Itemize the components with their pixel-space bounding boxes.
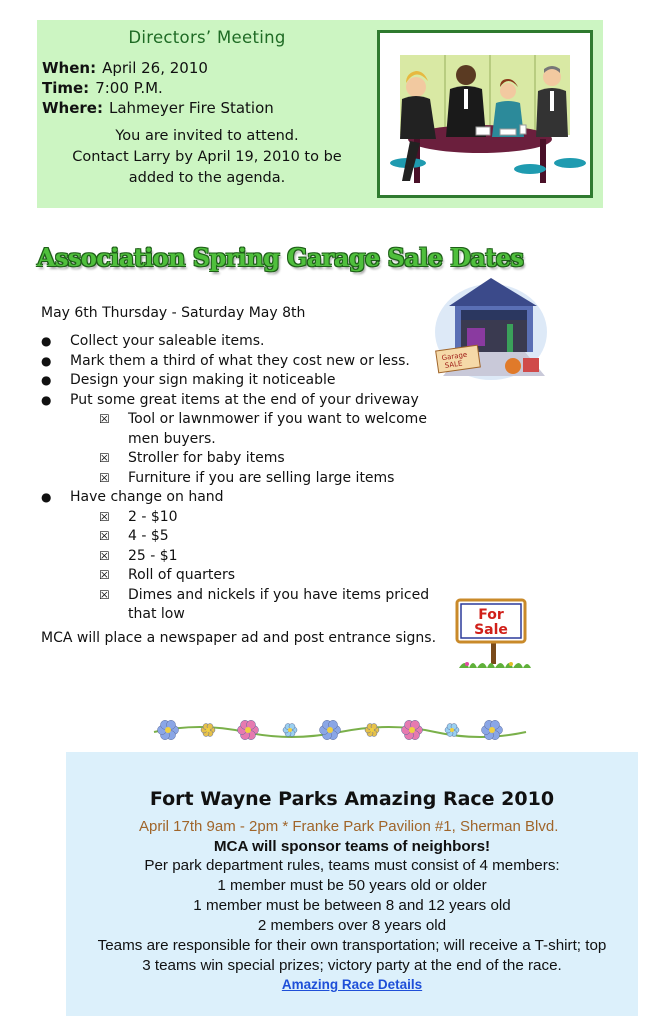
checked-box-icon: ☒ (99, 470, 110, 485)
list-item-text: Put some great items at the end of your driveway (70, 391, 419, 408)
garage-sale-footer: MCA will place a newspaper ad and post entrance signs. (41, 630, 437, 646)
sub-list-item-line: men buyers. (128, 430, 216, 447)
for-sale-sign-text: For (478, 607, 504, 623)
race-rule: 1 member must be 50 years old or older (217, 877, 487, 894)
garage-sign-text: SALE (444, 359, 463, 370)
bullet-icon: ● (41, 373, 52, 387)
bullet-icon: ● (41, 334, 52, 348)
list-item (41, 371, 441, 391)
sub-list-item-text: Furniture if you are selling large items (128, 469, 395, 486)
sub-list-item-line: that low (128, 606, 185, 622)
checked-box-icon: ☒ (99, 509, 110, 524)
checked-box-icon: ☒ (99, 568, 110, 582)
sub-list-item-text (128, 410, 427, 449)
sub-list-item-text: Stroller for baby items (128, 450, 285, 466)
checked-box-icon: ☒ (99, 529, 110, 543)
sub-list-item (41, 469, 441, 489)
sub-list-item (41, 449, 441, 469)
meeting-invite-text (37, 126, 377, 189)
flower-icon (365, 724, 379, 737)
garage-sign-text: Garage (441, 350, 468, 363)
bullet-icon: ● (41, 353, 52, 368)
meeting-title: Directors’ Meeting (128, 28, 286, 47)
checked-box-icon: ☒ (99, 587, 110, 602)
race-sponsor: MCA will sponsor teams of neighbors! (213, 838, 491, 855)
amazing-race-details-link[interactable]: Amazing Race Details (281, 977, 423, 992)
race-title: Fort Wayne Parks Amazing Race 2010 (149, 788, 555, 810)
sub-list-item-text (128, 586, 429, 625)
sub-list-item (41, 547, 441, 567)
race-rule: 1 member must be between 8 and 12 years old (193, 897, 511, 914)
when-value: April 26, 2010 (102, 59, 208, 77)
meeting-time (42, 79, 163, 97)
garage-sale-dates: May 6th Thursday - Saturday May 8th (41, 305, 306, 321)
list-item (41, 488, 441, 508)
list-item-text: Have change on hand (70, 489, 224, 505)
race-rules-intro: Per park department rules, teams must consist of 4 members: (144, 857, 560, 874)
list-item-text: Mark them a third of what they cost new or less. (70, 352, 410, 369)
list-item (41, 391, 441, 411)
bullet-icon: ● (41, 392, 52, 407)
sub-list-item-text: 25 - $1 (128, 547, 178, 564)
sub-list-item-text: Roll of quarters (128, 567, 236, 583)
sub-list-item (41, 410, 441, 449)
list-item-text: Collect your saleable items. (70, 333, 265, 349)
where-label: Where: (42, 99, 103, 117)
garage-sale-list (41, 332, 441, 625)
sub-list-item (41, 586, 441, 625)
for-sale-sign-icon (455, 598, 533, 672)
sub-list-item-text: 4 - $5 (128, 528, 169, 544)
time-label: Time: (42, 79, 90, 97)
flower-divider-icon (150, 712, 530, 748)
invite-line: Contact Larry by April 19, 2010 to be (72, 149, 342, 165)
checked-box-icon: ☒ (99, 412, 110, 426)
flower-icon (402, 720, 423, 739)
amazing-race-box (66, 752, 638, 1016)
list-item-text: Design your sign making it noticeable (70, 372, 336, 388)
meeting-where (42, 99, 274, 117)
flower-icon (445, 724, 459, 737)
race-rule: 2 members over 8 years old (257, 917, 447, 934)
flower-icon (320, 720, 341, 739)
list-item (41, 352, 441, 372)
when-label: When: (42, 59, 97, 77)
sub-list-item-line: Tool or lawnmower if you want to welcome (128, 411, 427, 427)
list-item (41, 332, 441, 352)
sub-list-item (41, 566, 441, 586)
race-transport: Teams are responsible for their own transportation; will receive a T-shirt; top (97, 937, 607, 954)
sub-list-item (41, 508, 441, 528)
invite-line: You are invited to attend. (115, 128, 299, 144)
garage-sale-heading: Association Spring Garage Sale Dates (37, 243, 524, 272)
flower-icon (238, 720, 259, 739)
flower-icon (201, 724, 215, 737)
flower-icon (482, 720, 503, 739)
invite-line: added to the agenda. (128, 170, 286, 186)
race-transport: 3 teams win special prizes; victory party at the end of the race. (142, 957, 562, 974)
sub-list-item-text: 2 - $10 (128, 508, 178, 525)
garage-sale-clipart-icon (433, 262, 553, 384)
flower-icon (158, 720, 179, 739)
for-sale-sign-text: Sale (474, 622, 508, 638)
checked-box-icon: ☒ (99, 548, 110, 563)
checked-box-icon: ☒ (99, 451, 110, 465)
time-value: 7:00 P.M. (95, 79, 163, 97)
directors-meeting-box (37, 20, 603, 208)
sub-list-item-line: Dimes and nickels if you have items priced (128, 586, 430, 603)
where-value: Lahmeyer Fire Station (108, 99, 274, 117)
flower-icon (283, 724, 297, 737)
bullet-icon: ● (41, 490, 52, 504)
sub-list-item (41, 527, 441, 547)
business-meeting-clipart-icon (377, 30, 593, 198)
meeting-when (42, 59, 208, 77)
race-date-line: April 17th 9am - 2pm * Franke Park Pavilion #1, Sherman Blvd. (139, 818, 559, 835)
